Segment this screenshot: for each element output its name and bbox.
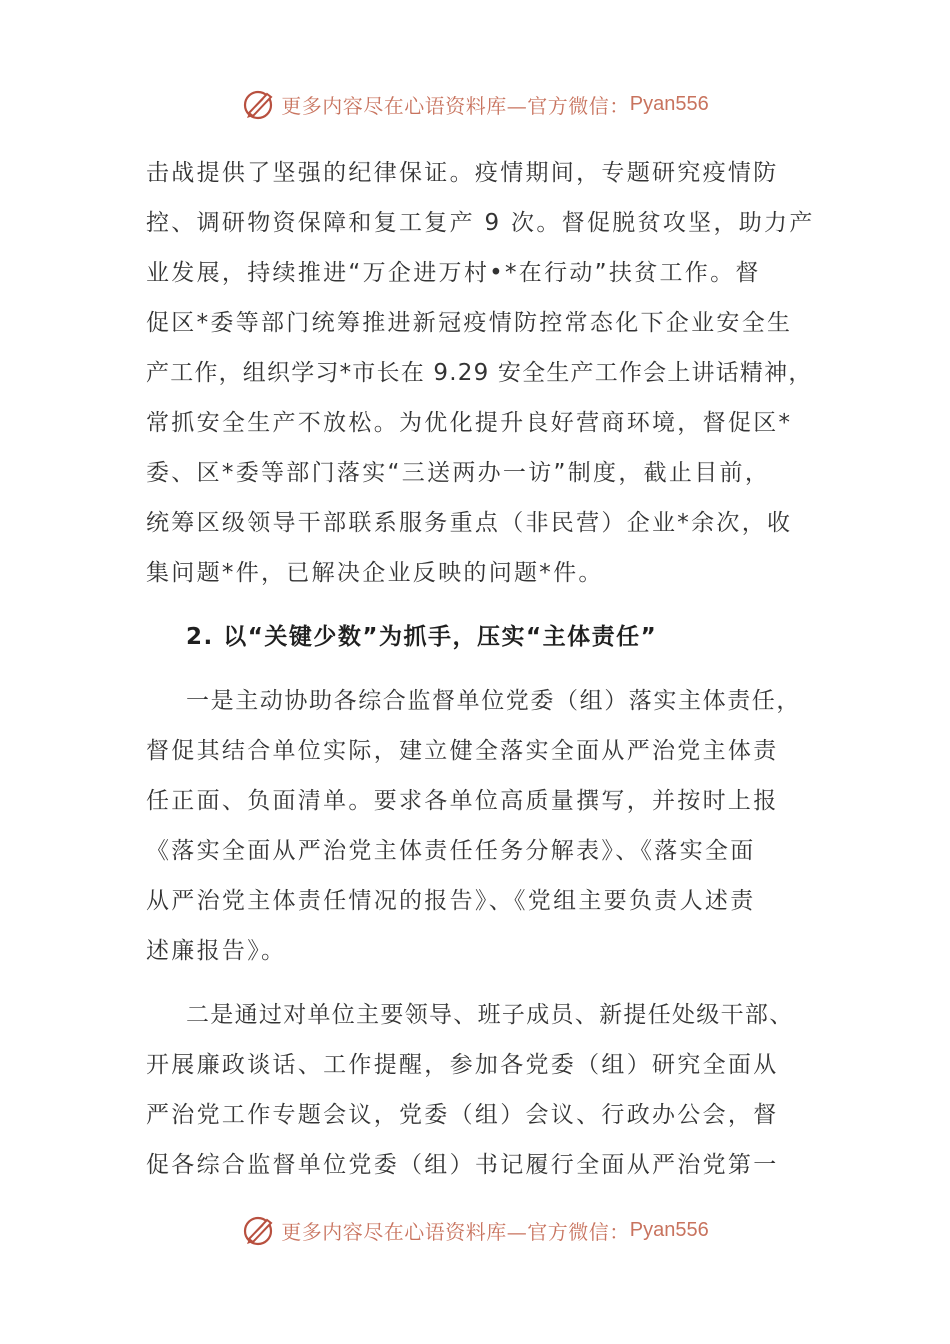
watermark-text: 更多内容尽在心语资料库—官方微信： [281,93,630,118]
text-line: 述廉报告》。 [146,938,287,964]
text-line: 严治党工作专题会议，党委（组）会议、行政办公会，督 [146,1102,779,1128]
watermark-wechat-id: Pyan556 [629,92,709,115]
text-line: 《落实全面从严治党主体责任任务分解表》、《落实全面 [146,838,756,864]
watermark-text: 更多内容尽在心语资料库—官方微信： [281,1219,630,1244]
text-line: 一是主动协助各综合监督单位党委（组）落实主体责任， [186,688,801,714]
text-line: 二是通过对单位主要领导、班子成员、新提任处级干部、 [186,1002,794,1028]
text-line: 控、调研物资保障和复工复产 9 次。督促脱贫攻坚，助力产 [146,210,815,236]
paragraph-talks [146,990,830,1190]
text-line: 统筹区级领导干部联系服务重点（非民营）企业*余次，收 [146,510,793,536]
section-heading: 2. 以“关键少数”为抓手，压实“主体责任” [186,624,658,650]
paragraph-main-responsibility [146,676,830,976]
document-body [146,148,830,1190]
text-line: 常抓安全生产不放松。为优化提升良好营商环境，督促区* [146,410,793,436]
watermark-footer [0,1210,950,1250]
pen-logo-icon [241,1212,277,1248]
text-line: 产工作，组织学习*市长在 9.29 安全生产工作会上讲话精神， [146,360,813,386]
pen-logo-icon [241,86,277,122]
watermark-wechat-id: Pyan556 [629,1218,709,1241]
text-line: 开展廉政谈话、工作提醒，参加各党委（组）研究全面从 [146,1052,779,1078]
text-line: 业发展，持续推进“万企进万村•*在行动”扶贫工作。督 [146,260,761,286]
text-line: 督促其结合单位实际，建立健全落实全面从严治党主体责 [146,738,779,764]
text-line: 任正面、负面清单。要求各单位高质量撰写，并按时上报 [146,788,779,814]
text-line: 从严治党主体责任情况的报告》、《党组主要负责人述责 [146,888,756,914]
text-line: 集问题*件，已解决企业反映的问题*件。 [146,560,604,586]
text-line: 促各综合监督单位党委（组）书记履行全面从严治党第一 [146,1152,779,1178]
watermark-header [0,84,950,124]
text-line: 促区*委等部门统筹推进新冠疫情防控常态化下企业安全生 [146,310,793,336]
text-line: 击战提供了坚强的纪律保证。疫情期间，专题研究疫情防 [146,160,779,186]
text-line: 委、区*委等部门落实“三送两办一访”制度，截止目前， [146,460,771,486]
paragraph-discipline [146,148,830,598]
